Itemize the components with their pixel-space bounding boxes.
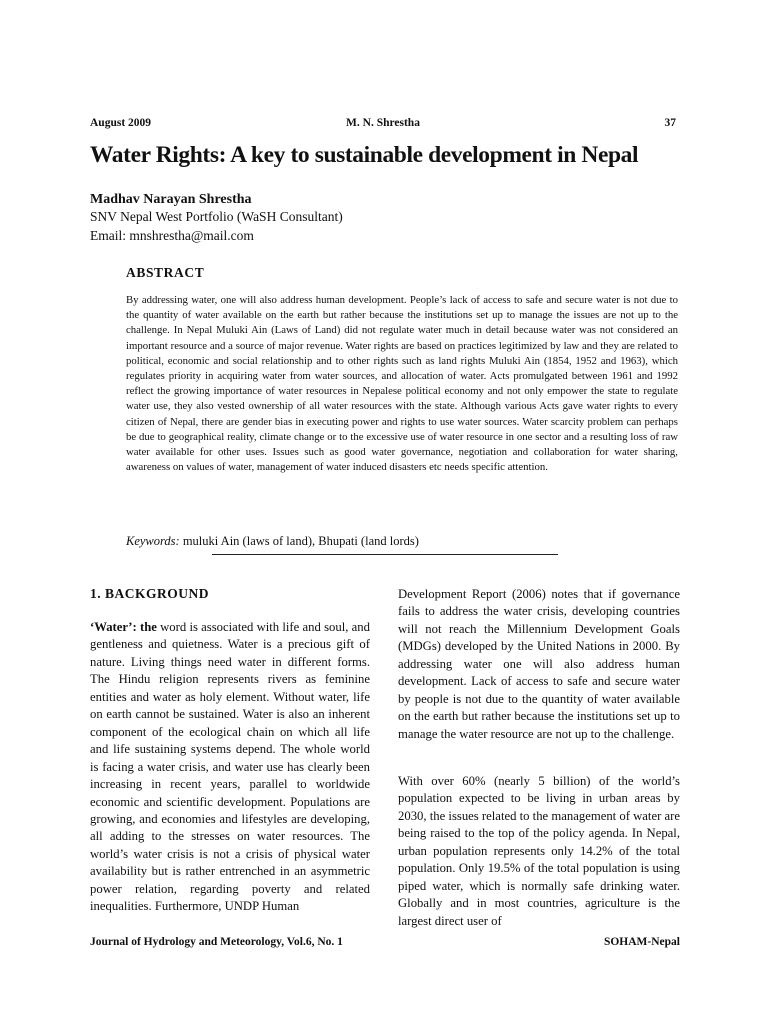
keywords	[126, 534, 419, 549]
paragraph-lead: ‘Water’: the	[90, 620, 157, 634]
paper-title: Water Rights: A key to sustainable development in Nepal	[90, 142, 639, 168]
footer-journal: Journal of Hydrology and Meteorology, Vol.6, No. 1	[90, 936, 343, 948]
footer-publisher: SOHAM-Nepal	[603, 936, 680, 948]
keywords-divider	[212, 554, 558, 555]
keywords-text: muluki Ain (laws of land), Bhupati (land lords)	[182, 534, 419, 548]
author-email: Email: mnshrestha@mail.com	[90, 228, 254, 243]
right-column-paragraph-1: Development Report (2006) notes that if governance fails to address the water crisis, developing countries will not reach the Millennium Development Goals (MDGs) developed by the United Nations in 2000. By addressing water one will also address human development. Lack of access to safe and secure water by people is not due to the quantity of water available on the earth but rather because the institutions set up to manage the water resource are not up to the challenge.	[398, 587, 680, 741]
running-footer	[90, 936, 680, 952]
left-column-paragraph	[90, 619, 370, 916]
header-page-number: 37	[664, 117, 676, 129]
keywords-label: Keywords:	[126, 534, 180, 548]
section-heading: 1. BACKGROUND	[90, 586, 210, 601]
header-date: August 2009	[90, 117, 152, 129]
header-author: M. N. Shrestha	[346, 117, 420, 129]
author-affiliation: SNV Nepal West Portfolio (WaSH Consultant)	[90, 209, 343, 224]
author-name: Madhav Narayan Shrestha	[90, 192, 252, 207]
running-header	[90, 117, 676, 133]
left-column-text: word is associated with life and soul, and gentleness and quietness. Water is a precious gift of nature. Living things need water in different forms. The Hindu religion represents rivers as feminine entities and water as holy element. Without water, life on earth cannot be sustained. Water is also an inherent component of the ecological chain on which all life and life sustaining systems depend. The whole world is facing a water crisis, and water use has clearly been increasing in recent years, parallel to worldwide economic and scientific development. Populations are growing, and economies and lifestyles are developing, all adding to the stresses on water resources. The world’s water crisis is not a crisis of physical water availability but is rather entrenched in an asymmetric power relation, regarding poverty and related inequalities. Furthermore, UNDP Human	[90, 620, 370, 914]
abstract-text: By addressing water, one will also address human development. People’s lack of access to safe and secure water is not due to the quantity of water available on the earth but rather because the institutions set up to manage the issues are not up to the challenge. In Nepal Muluki Ain (Laws of Land) did not regulate water much in detail because water was not considered an important resource and a source of major revenue. Water rights are based on practices legitimized by law and they are related to political, economic and social relationship and to other rights such as land rights Muluki Ain (1854, 1952 and 1963), which regulates priority in acquiring water from water sources, and allocation of water. Acts promulgated between 1961 and 1992 reflect the growing importance of water resources in Nepalese political economy and not only empower the state to regulate water use, they also vested ownership of all water resources with the state. Although various Acts gave water rights to every citizen of Nepal, there are gender bias in executing power and rights to use water sources. Water scarcity problem can perhaps be due to geographical reality, climate change or to the excessive use of water resource in one sector and a resulting loss of raw water available for other uses. Issues such as good water governance, negotiation and collaboration for water sharing, awareness on values of water, management of water induced disasters etc needs specific attention.	[126, 294, 678, 474]
right-column-paragraph-2: With over 60% (nearly 5 billion) of the world’s population expected to be living in urban areas by 2030, the issues related to the management of water are being raised to the top of the policy agenda. In Nepal, urban population represents only 14.2% of the total population. Only 19.5% of the total population is using piped water, which is normally safe drinking water. Globally and in most countries, agriculture is the largest direct user of	[398, 774, 680, 928]
abstract-heading: ABSTRACT	[126, 265, 205, 280]
